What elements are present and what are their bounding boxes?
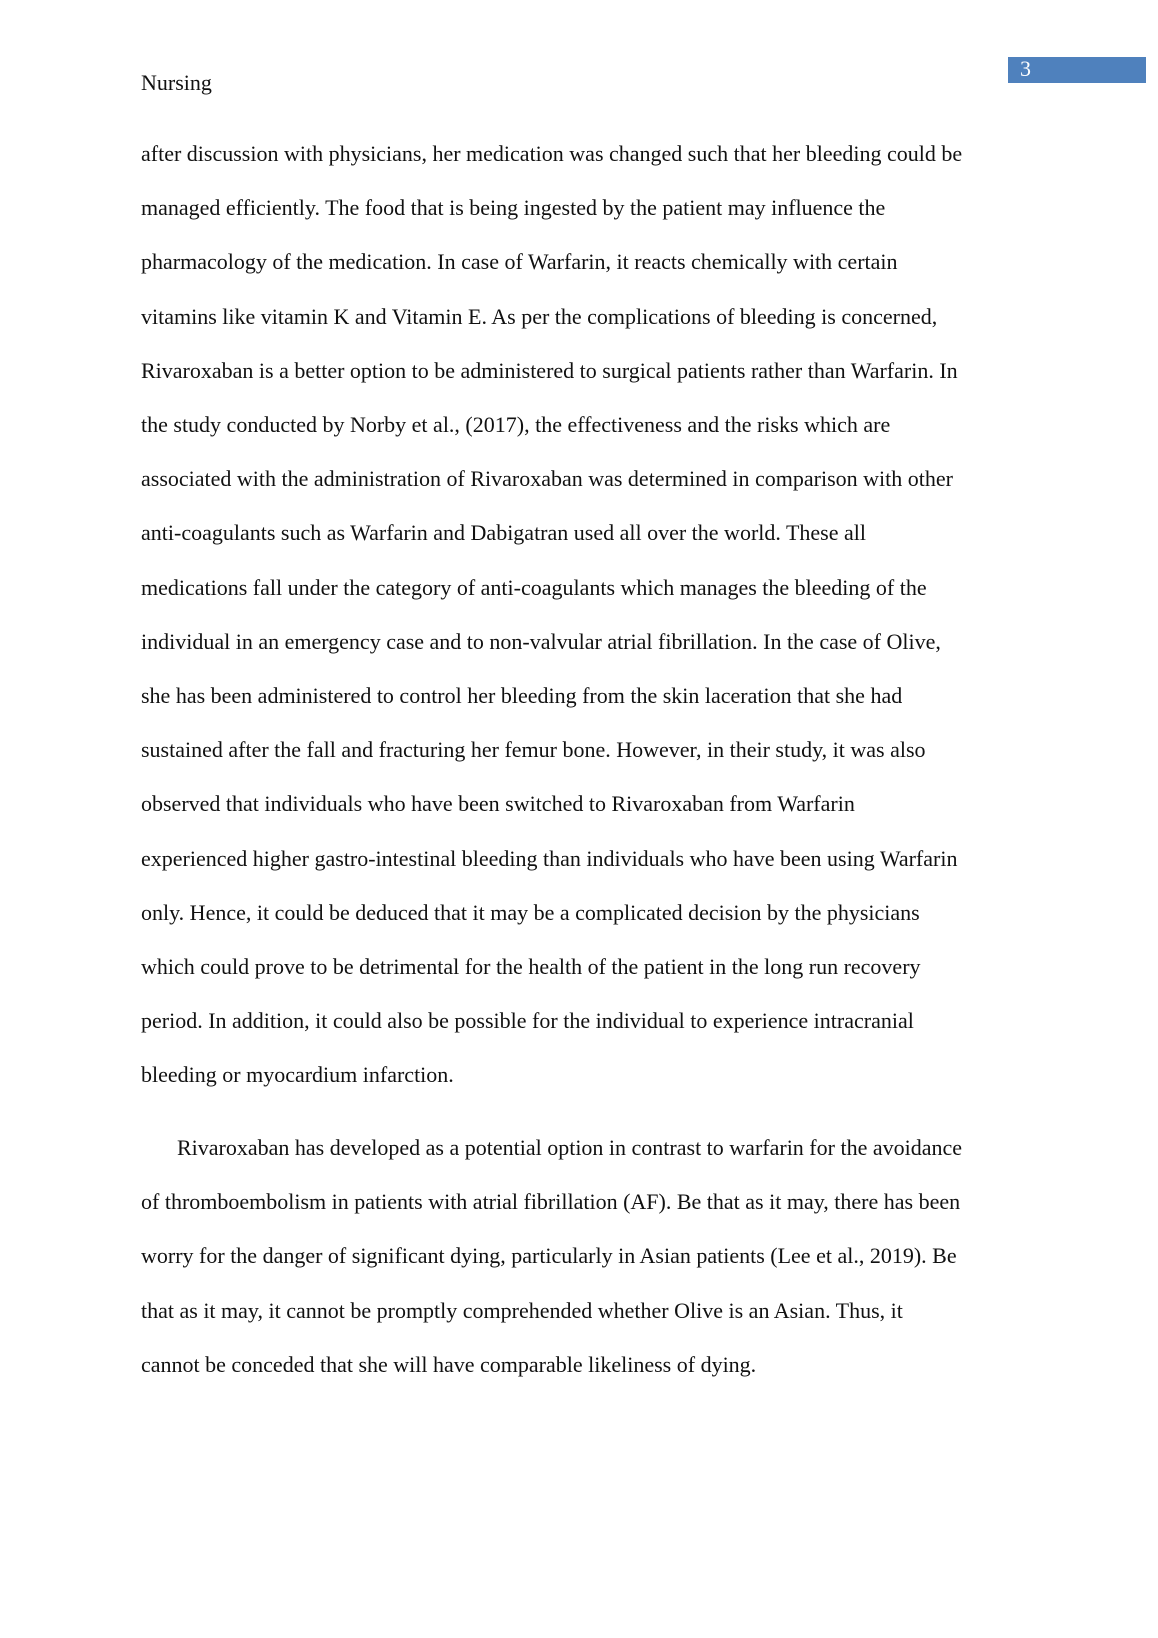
- text-line: that as it may, it cannot be promptly comprehended whether Olive is an Asian. Thus, it: [141, 1297, 903, 1323]
- text-line: worry for the danger of significant dying, particularly in Asian patients (Lee et al., 2019). Be: [141, 1243, 957, 1269]
- text-line: anti-coagulants such as Warfarin and Dabigatran used all over the world. These all: [141, 520, 867, 546]
- text-line: she has been administered to control her bleeding from the skin laceration that she had: [141, 683, 903, 709]
- text-line: only. Hence, it could be deduced that it may be a complicated decision by the physicians: [141, 899, 920, 925]
- body-paragraph-2: [141, 1121, 1026, 1392]
- text-line: the study conducted by Norby et al., (2017), the effectiveness and the risks which are: [141, 412, 891, 438]
- text-line: experienced higher gastro-intestinal bleeding than individuals who have been using Warfarin: [141, 845, 958, 871]
- text-line: period. In addition, it could also be possible for the individual to experience intracranial: [141, 1008, 914, 1034]
- text-line: pharmacology of the medication. In case of Warfarin, it reacts chemically with certain: [141, 249, 898, 275]
- text-line: sustained after the fall and fracturing her femur bone. However, in their study, it was also: [141, 737, 926, 763]
- text-line: cannot be conceded that she will have comparable likeliness of dying.: [141, 1351, 757, 1377]
- body-paragraph-1: [141, 127, 1026, 1103]
- text-line: of thromboembolism in patients with atrial fibrillation (AF). Be that as it may, there has been: [141, 1189, 961, 1215]
- running-head: Nursing: [141, 70, 212, 95]
- text-line: managed efficiently. The food that is being ingested by the patient may influence the: [141, 195, 886, 221]
- text-line: which could prove to be detrimental for the health of the patient in the long run recovery: [141, 954, 921, 980]
- text-line: Rivaroxaban has developed as a potential option in contrast to warfarin for the avoidance: [177, 1135, 963, 1160]
- text-line: vitamins like vitamin K and Vitamin E. As per the complications of bleeding is concerned,: [141, 303, 938, 329]
- text-line: observed that individuals who have been switched to Rivaroxaban from Warfarin: [141, 791, 855, 817]
- text-line: individual in an emergency case and to non-valvular atrial fibrillation. In the case of Olive,: [141, 628, 941, 654]
- text-line: Rivaroxaban is a better option to be administered to surgical patients rather than Warfarin. In: [141, 357, 958, 383]
- text-line: bleeding or myocardium infarction.: [141, 1062, 454, 1088]
- text-line: after discussion with physicians, her medication was changed such that her bleeding could be: [141, 141, 963, 166]
- page-number: 3: [1020, 56, 1031, 81]
- text-line: medications fall under the category of anti-coagulants which manages the bleeding of the: [141, 574, 927, 600]
- text-line: associated with the administration of Rivaroxaban was determined in comparison with other: [141, 466, 953, 492]
